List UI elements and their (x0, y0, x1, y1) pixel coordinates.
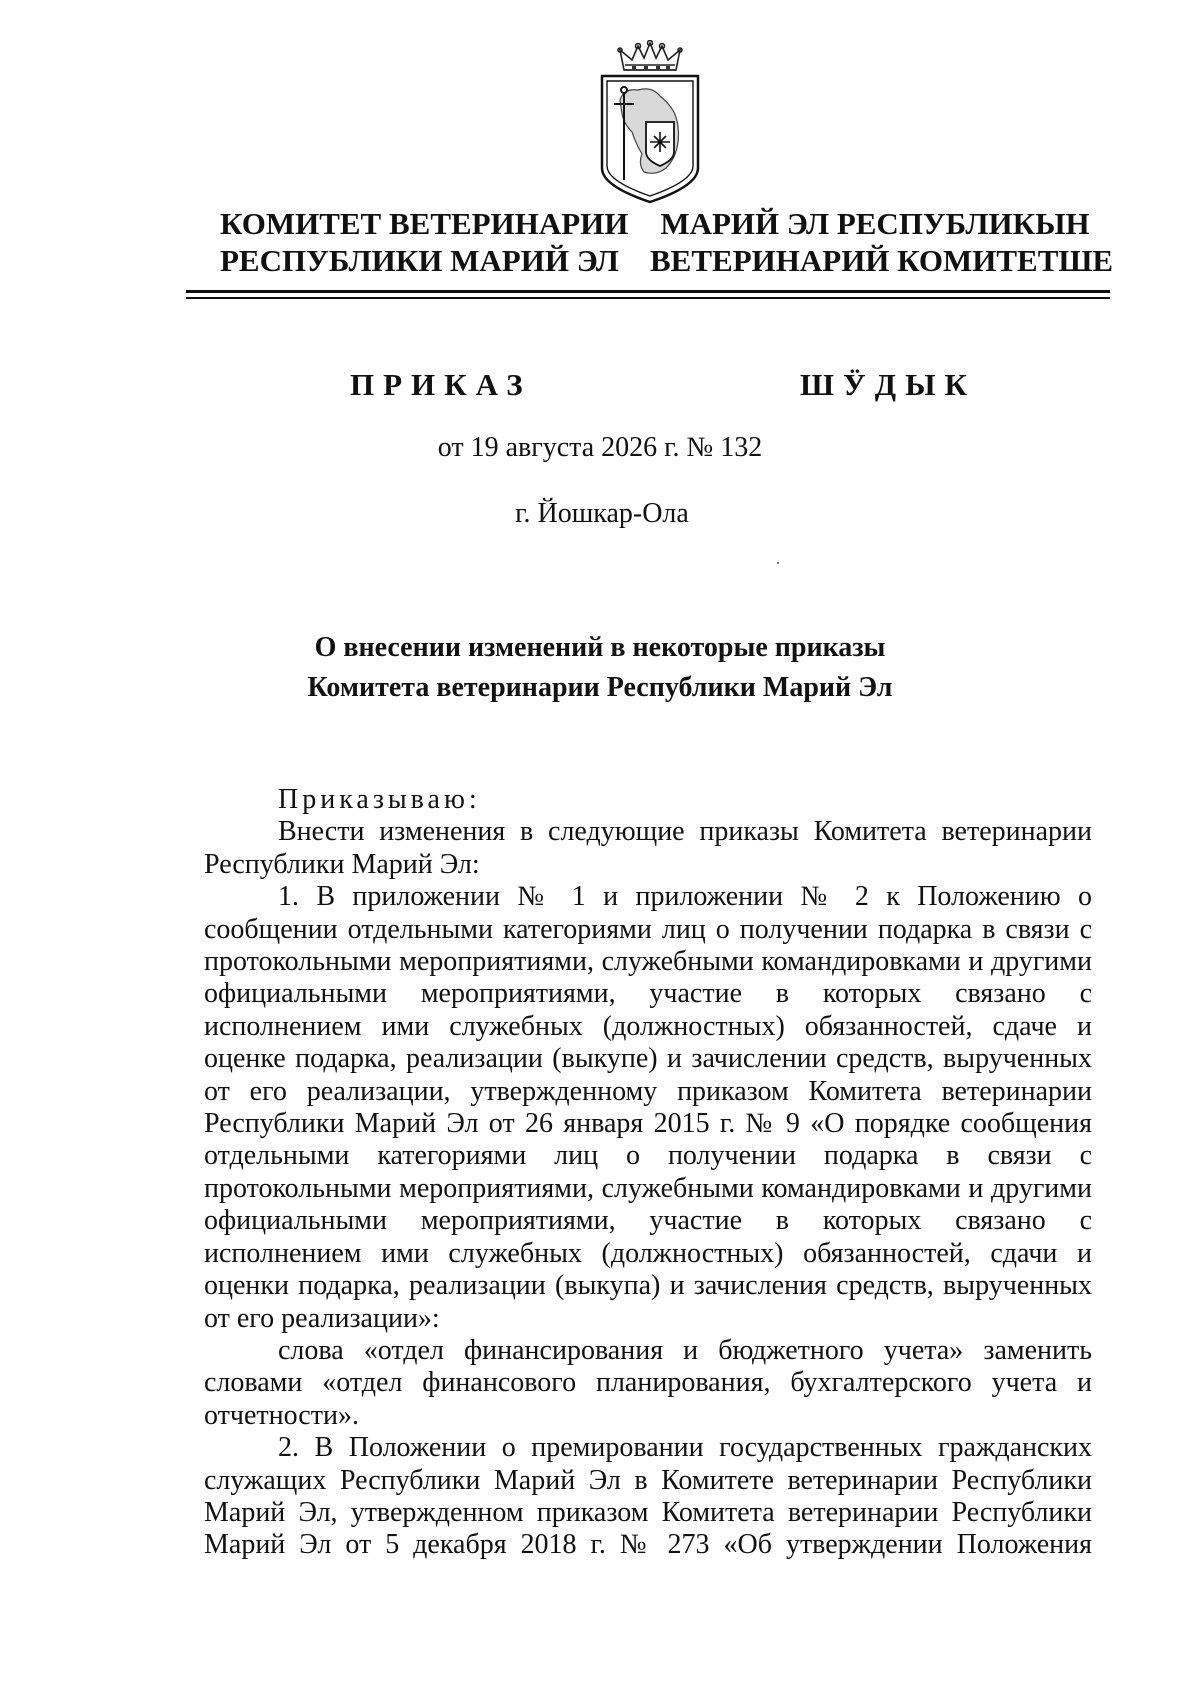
organization-name-russian (220, 205, 629, 279)
organization-name-mari (650, 205, 1114, 279)
header-divider-thick (186, 290, 1110, 293)
document-title-line-1: О внесении изменений в некоторые приказы (314, 632, 886, 663)
document-city: г. Йошкар-Ола (515, 498, 689, 529)
organization-name-mari-line-1: МАРИЙ ЭЛ РЕСПУБЛИКЫН (660, 206, 1090, 241)
document-title (0, 628, 1200, 708)
intro-paragraph: Внести изменения в следующие приказы Комитета ветеринарии Республики Марий Эл: (204, 816, 1092, 880)
decree-word: Приказываю: (278, 784, 481, 815)
scan-speck (777, 562, 779, 564)
document-body (204, 784, 1092, 1562)
coat-of-arms-icon (594, 40, 706, 205)
document-type-russian: ПРИКАЗ (350, 367, 532, 402)
item-2-paragraph: 2. В Положении о премировании государственных гражданских служащих Республики Марий Эл в Комитете ветеринарии Республики Марий Эл, утвержденном приказом Комитета ветеринарии Республики Марий Эл от 5 декабря 2018 г. № 273 «Об утверждении Положения (204, 1432, 1092, 1561)
document-date-number: от 19 августа 2026 г. № 132 (437, 432, 763, 463)
organization-name-mari-line-2: ВЕТЕРИНАРИЙ КОМИТЕТШЕ (650, 243, 1114, 278)
item-1-change-paragraph: слова «отдел финансирования и бюджетного учета» заменить словами «отдел финансового планирования, бухгалтерского учета и отчетности». (204, 1334, 1092, 1431)
organization-name-russian-line-1: КОМИТЕТ ВЕТЕРИНАРИИ (220, 206, 629, 241)
document-title-line-2: Комитета ветеринарии Республики Марий Эл (307, 672, 893, 703)
header-divider-thin (186, 297, 1110, 299)
organization-name-russian-line-2: РЕСПУБЛИКИ МАРИЙ ЭЛ (220, 243, 619, 278)
item-1-paragraph: 1. В приложении № 1 и приложении № 2 к Положению о сообщении отдельными категориями лиц о получении подарка в связи с протокольными мероприятиями, служебными командировками и другими официальными мероприятиями, участие в которых связано с исполнением ими служебных (должностных) обязанностей, сдаче и оценке подарка, реализации (выкупе) и зачислении средств, вырученных от его реализации, утвержденному приказом Комитета ветеринарии Республики Марий Эл от 26 января 2015 г. № 9 «О порядке сообщения отдельными категориями лиц о получении подарка в связи с протокольными мероприятиями, служебными командировками и другими официальными мероприятиями, участие в которых связано с исполнением ими служебных (должностных) обязанностей, сдачи и оценки подарка, реализации (выкупа) и зачисления средств, вырученных от его реализации»: (204, 881, 1092, 1334)
document-type-mari: ШӰДЫК (800, 367, 977, 402)
